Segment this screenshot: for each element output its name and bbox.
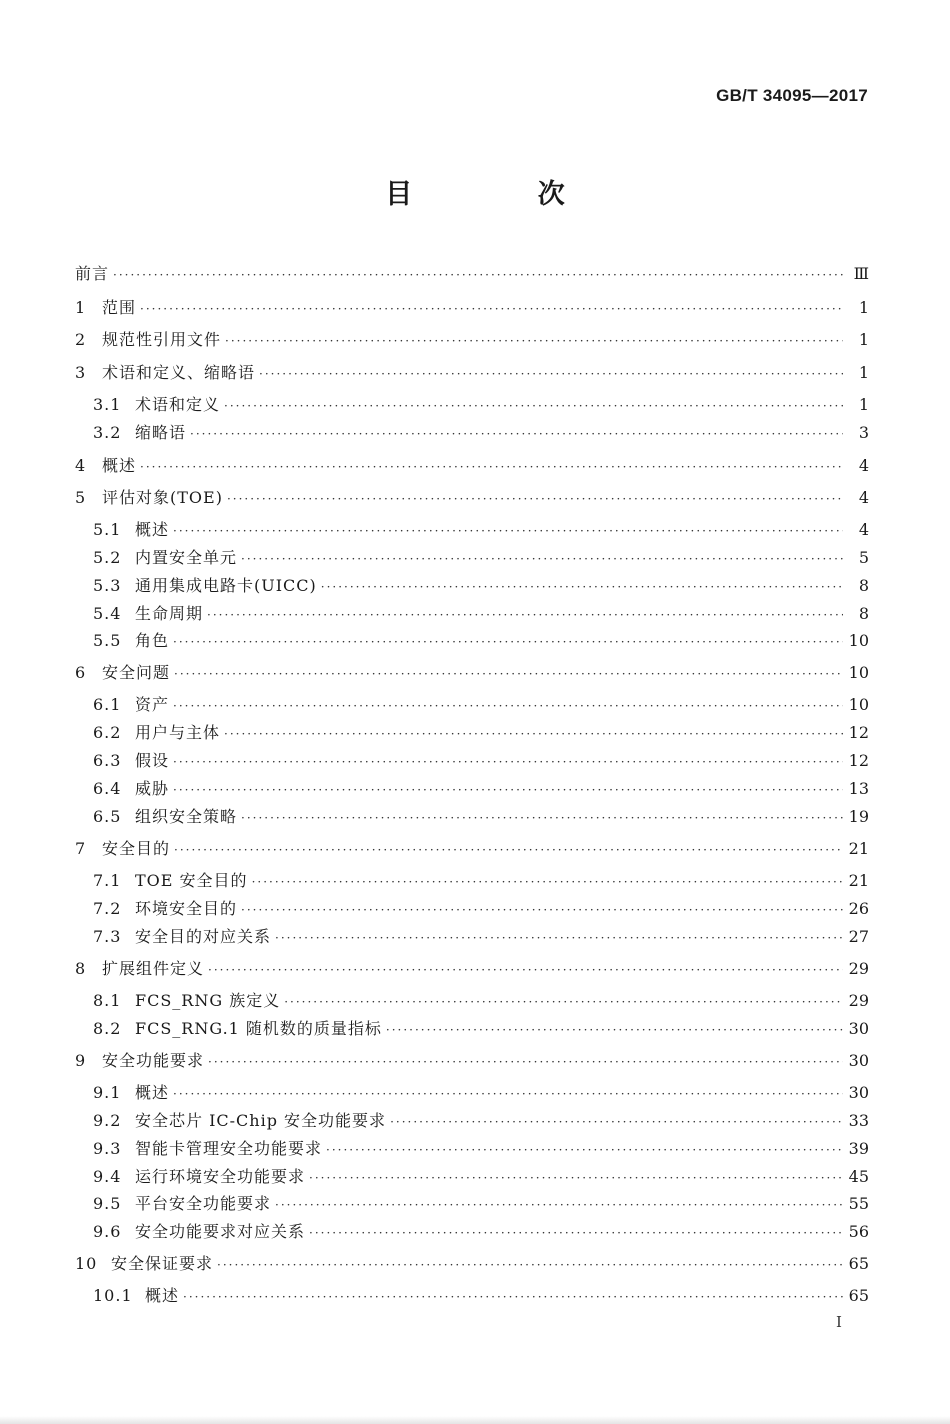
toc-entry-page: 27 — [848, 927, 869, 946]
page-title: 目 次 — [385, 179, 623, 210]
toc-entry-label: 威胁 — [135, 779, 170, 798]
toc-entry[interactable] — [93, 989, 869, 1013]
dot-leader — [309, 1221, 843, 1245]
toc-entry-page: 12 — [848, 751, 869, 770]
toc-entry[interactable] — [93, 574, 869, 598]
dot-leader — [140, 297, 843, 321]
dot-leader — [225, 329, 843, 353]
toc-entry-page: 1 — [858, 298, 869, 317]
toc-entry-label: 概述 — [135, 520, 170, 539]
dot-leader — [241, 806, 843, 830]
toc-entry-page: 19 — [848, 807, 869, 826]
toc-entry-number: 7.2 — [93, 899, 122, 918]
toc-entry-number: 10.1 — [93, 1286, 133, 1305]
dot-leader — [173, 750, 843, 774]
toc-entry-label: 概述 — [135, 1083, 170, 1102]
toc-entry-page: 30 — [848, 1019, 869, 1038]
dot-leader — [386, 1018, 843, 1042]
toc-entry-label: 安全芯片 IC-Chip 安全功能要求 — [135, 1111, 387, 1130]
toc-entry-page: Ⅲ — [853, 264, 869, 283]
toc-entry-label: 扩展组件定义 — [102, 959, 205, 978]
toc-entry[interactable] — [93, 1017, 869, 1041]
toc-entry-number: 6 — [75, 663, 87, 682]
toc-entry-number: 9.5 — [93, 1194, 122, 1213]
toc-entry-number: 5.5 — [93, 631, 122, 650]
toc-entry-number: 7.1 — [93, 871, 122, 890]
dot-leader — [227, 487, 843, 511]
toc-entry[interactable] — [75, 454, 869, 478]
toc-entry[interactable] — [93, 546, 869, 570]
toc-entry-page: 21 — [848, 839, 869, 858]
toc-entry-label: 用户与主体 — [135, 723, 221, 742]
toc-entry-label: 资产 — [135, 695, 170, 714]
standard-number: GB/T 34095—2017 — [716, 86, 868, 105]
toc-entry-page: 10 — [848, 663, 869, 682]
toc-entry-number: 8.2 — [93, 1019, 122, 1038]
toc-entry[interactable] — [75, 1049, 869, 1073]
toc-entry-label: 术语和定义 — [135, 395, 221, 414]
toc-entry[interactable] — [93, 1165, 869, 1189]
toc-entry-number: 3.1 — [93, 395, 122, 414]
toc-entry-page: 8 — [858, 604, 869, 623]
dot-leader — [284, 990, 842, 1014]
toc-entry-page: 5 — [858, 548, 869, 567]
toc-entry-page: 10 — [848, 695, 869, 714]
toc-entry-label: 评估对象(TOE) — [102, 488, 223, 507]
dot-leader — [208, 1050, 843, 1074]
toc-entry-number: 6.2 — [93, 723, 122, 742]
toc-entry-page: 3 — [858, 423, 869, 442]
toc-entry-page: 21 — [848, 871, 869, 890]
toc-entry-label: TOE 安全目的 — [135, 871, 248, 890]
toc-entry[interactable] — [75, 957, 869, 981]
toc-entry-label: 范围 — [102, 298, 137, 317]
toc-entry-number: 6.3 — [93, 751, 122, 770]
toc-entry-number: 6.4 — [93, 779, 122, 798]
toc-entry-label: 安全问题 — [102, 663, 171, 682]
toc-entry-label: 安全功能要求 — [102, 1051, 205, 1070]
dot-leader — [173, 630, 843, 654]
toc-entry-number: 8.1 — [93, 991, 122, 1010]
toc-entry-label: 组织安全策略 — [135, 807, 238, 826]
toc-entry-label: 术语和定义、缩略语 — [102, 363, 256, 382]
dot-leader — [190, 422, 843, 446]
toc-entry-number: 2 — [75, 330, 87, 349]
toc-entry-label: FCS_RNG.1 随机数的质量指标 — [135, 1019, 382, 1038]
dot-leader — [173, 519, 843, 543]
toc-entry-number: 1 — [75, 298, 87, 317]
toc-entry-number: 5.3 — [93, 576, 122, 595]
toc-entry-page: 65 — [848, 1286, 869, 1305]
toc-entry-page: 10 — [848, 631, 869, 650]
toc-entry[interactable] — [75, 486, 869, 510]
toc-entry-label: 通用集成电路卡(UICC) — [135, 576, 317, 595]
toc-entry-number: 9.4 — [93, 1167, 122, 1186]
toc-entry-label: 角色 — [135, 631, 170, 650]
toc-entry[interactable] — [75, 837, 869, 861]
toc-entry-number: 5.1 — [93, 520, 122, 539]
toc-entry-label: 假设 — [135, 751, 170, 770]
dot-leader — [174, 662, 843, 686]
dot-leader — [326, 1138, 843, 1162]
dot-leader — [309, 1166, 843, 1190]
toc-entry[interactable] — [93, 629, 869, 653]
toc-entry-label: 缩略语 — [135, 423, 187, 442]
toc-entry-page: 4 — [858, 456, 869, 475]
toc-entry-number: 9 — [75, 1051, 87, 1070]
toc-entry-label: 平台安全功能要求 — [135, 1194, 272, 1213]
toc-entry-label: 安全功能要求对应关系 — [135, 1222, 306, 1241]
toc-entry-label: 概述 — [145, 1286, 180, 1305]
toc-entry[interactable] — [93, 602, 869, 626]
toc-entry[interactable] — [75, 328, 869, 352]
toc-entry-number: 9.3 — [93, 1139, 122, 1158]
toc-entry-label: 概述 — [102, 456, 137, 475]
toc-entry-page: 26 — [848, 899, 869, 918]
toc-entry[interactable] — [93, 421, 869, 445]
toc-entry-number: 3 — [75, 363, 87, 382]
toc-entry[interactable] — [93, 518, 869, 542]
toc-entry-page: 1 — [858, 330, 869, 349]
toc-entry[interactable] — [93, 805, 869, 829]
toc-entry-label: 环境安全目的 — [135, 899, 238, 918]
toc-entry-page: 29 — [848, 959, 869, 978]
toc-entry-page: 1 — [858, 395, 869, 414]
toc-entry[interactable] — [75, 661, 869, 685]
toc-entry[interactable] — [75, 1252, 869, 1276]
toc-entry[interactable] — [93, 721, 869, 745]
toc-entry-number: 4 — [75, 456, 87, 475]
toc-entry-page: 4 — [858, 488, 869, 507]
toc-entry-number: 5.2 — [93, 548, 122, 567]
dot-leader — [113, 263, 843, 287]
toc-entry-label: 前言 — [75, 264, 110, 283]
toc-entry-label: 安全目的 — [102, 839, 171, 858]
dot-leader — [252, 870, 843, 894]
toc-entry-label: 内置安全单元 — [135, 548, 238, 567]
toc-entry-page: 30 — [848, 1051, 869, 1070]
toc-entry[interactable] — [93, 869, 869, 893]
dot-leader — [275, 926, 843, 950]
toc-entry-label: 生命周期 — [135, 604, 204, 623]
dot-leader — [173, 778, 843, 802]
toc-entry[interactable] — [93, 693, 869, 717]
toc-entry-page: 8 — [858, 576, 869, 595]
toc-entry-number: 5.4 — [93, 604, 122, 623]
toc-entry[interactable] — [93, 925, 869, 949]
dot-leader — [207, 603, 843, 627]
toc-entry-page: 13 — [848, 779, 869, 798]
toc-entry[interactable] — [93, 749, 869, 773]
dot-leader — [224, 722, 843, 746]
toc-entry-label: 安全目的对应关系 — [135, 927, 272, 946]
dot-leader — [224, 394, 843, 418]
toc-entry[interactable] — [75, 361, 869, 385]
toc-entry-page: 4 — [858, 520, 869, 539]
toc-entry[interactable] — [93, 777, 869, 801]
toc-entry-number: 9.6 — [93, 1222, 122, 1241]
toc-entry-page: 33 — [848, 1111, 869, 1130]
toc-entry-label: 规范性引用文件 — [102, 330, 222, 349]
toc-entry[interactable] — [93, 1284, 869, 1308]
toc-entry[interactable] — [93, 1081, 869, 1105]
toc-entry[interactable] — [93, 1192, 869, 1216]
scan-edge — [0, 1416, 950, 1424]
dot-leader — [140, 455, 843, 479]
toc-entry-number: 6.1 — [93, 695, 122, 714]
toc-entry[interactable] — [93, 1109, 869, 1133]
page-number: I — [836, 1313, 842, 1331]
toc-entry-page: 55 — [848, 1194, 869, 1213]
toc-entry-label: 安全保证要求 — [111, 1254, 214, 1273]
toc-entry-page: 1 — [858, 363, 869, 382]
toc-entry-number: 10 — [75, 1254, 98, 1273]
toc-entry-label: 智能卡管理安全功能要求 — [135, 1139, 323, 1158]
toc-entry-page: 65 — [848, 1254, 869, 1273]
dot-leader — [259, 362, 843, 386]
toc-entry-number: 9.2 — [93, 1111, 122, 1130]
toc-entry[interactable] — [93, 1137, 869, 1161]
dot-leader — [208, 958, 843, 982]
toc-entry-number: 8 — [75, 959, 87, 978]
dot-leader — [241, 898, 843, 922]
toc-entry-number: 3.2 — [93, 423, 122, 442]
toc-entry-page: 12 — [848, 723, 869, 742]
toc-entry-label: FCS_RNG 族定义 — [135, 991, 281, 1010]
dot-leader — [173, 1082, 843, 1106]
toc-entry-number: 6.5 — [93, 807, 122, 826]
dot-leader — [174, 838, 843, 862]
toc-entry[interactable] — [93, 393, 869, 417]
toc-entry-page: 30 — [848, 1083, 869, 1102]
toc-entry-page: 56 — [848, 1222, 869, 1241]
dot-leader — [321, 575, 843, 599]
dot-leader — [241, 547, 843, 571]
dot-leader — [173, 694, 843, 718]
toc-entry-number: 7 — [75, 839, 87, 858]
dot-leader — [390, 1110, 843, 1134]
toc-entry-page: 39 — [848, 1139, 869, 1158]
toc-entry-page: 45 — [848, 1167, 869, 1186]
toc-entry[interactable] — [75, 296, 869, 320]
toc-entry-number: 7.3 — [93, 927, 122, 946]
toc-entry-number: 9.1 — [93, 1083, 122, 1102]
dot-leader — [183, 1285, 843, 1309]
toc-entry-page: 29 — [848, 991, 869, 1010]
toc-entry[interactable] — [93, 897, 869, 921]
toc-entry[interactable] — [75, 262, 869, 286]
dot-leader — [275, 1193, 843, 1217]
dot-leader — [217, 1253, 843, 1277]
toc-entry[interactable] — [93, 1220, 869, 1244]
toc-entry-label: 运行环境安全功能要求 — [135, 1167, 306, 1186]
toc-entry-number: 5 — [75, 488, 87, 507]
